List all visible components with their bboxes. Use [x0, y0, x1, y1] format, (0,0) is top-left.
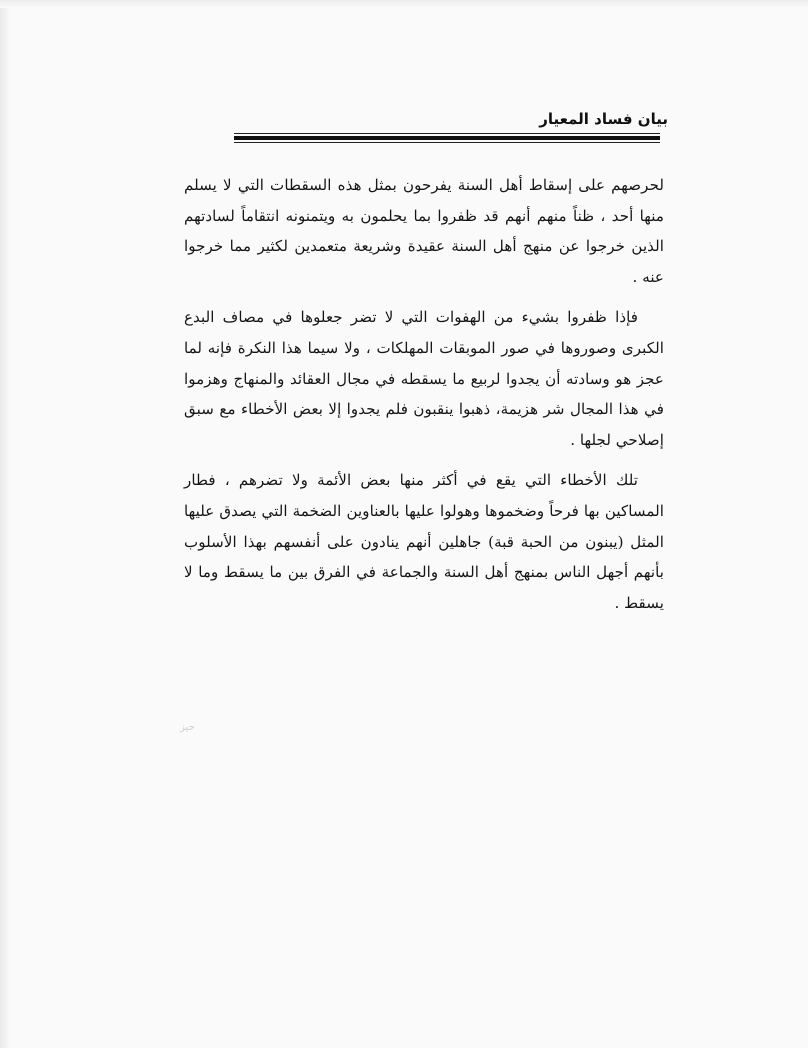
- page-edge-shadow-left: [0, 0, 10, 1048]
- paragraph-2: فإذا ظفروا بشيء من الهفوات التي لا تضر جعلوها في مصاف البدع الكبرى وصوروها في صور الموبقات المهلكات ، ولا سيما هذا النكرة فإنه لما عجز هو وسادته أن يجدوا لربيع ما يسقطه في مجال العقائد والمنهاج وهزموا في هذا المجال شر هزيمة، ذهبوا ينقبون فلم يجدوا إلا بعض الأخطاء مع سبق إصلاحي لجلها .: [184, 308, 664, 449]
- faint-bleed-through-mark: حيز: [180, 722, 195, 733]
- running-header-title: بيان فساد المعيار: [539, 110, 668, 128]
- header-rule-thin-bottom: [234, 142, 660, 143]
- header-rule-thick: [234, 136, 660, 140]
- paragraph-3: تلك الأخطاء التي يقع في أكثر منها بعض الأئمة ولا تضرهم ، فطار المساكين بها فرحاً وضخموها وهولوا عليها بالعناوين الضخمة التي يصدق عليها المثل (يبنون من الحبة قبة) جاهلين أنهم ينادون على أنفسهم بهذا الأسلوب بأنهم أجهل الناس بمنهج أهل السنة والجماعة في الفرق بين ما يسقط وما لا يسقط .: [184, 471, 664, 612]
- page-edge-shadow-top: [0, 0, 808, 8]
- body-text: [184, 170, 664, 628]
- header-rule-thin-top: [234, 133, 660, 134]
- paragraph-1: لحرصهم على إسقاط أهل السنة يفرحون بمثل هذه السقطات التي لا يسلم منها أحد ، ظناً منهم أنهم قد ظفروا بما يحلمون به ويتمنونه انتقاماً لسادتهم الذين خرجوا عن منهج أهل السنة عقيدة وشريعة متعمدين لكثير مما خرجوا عنه .: [184, 176, 664, 286]
